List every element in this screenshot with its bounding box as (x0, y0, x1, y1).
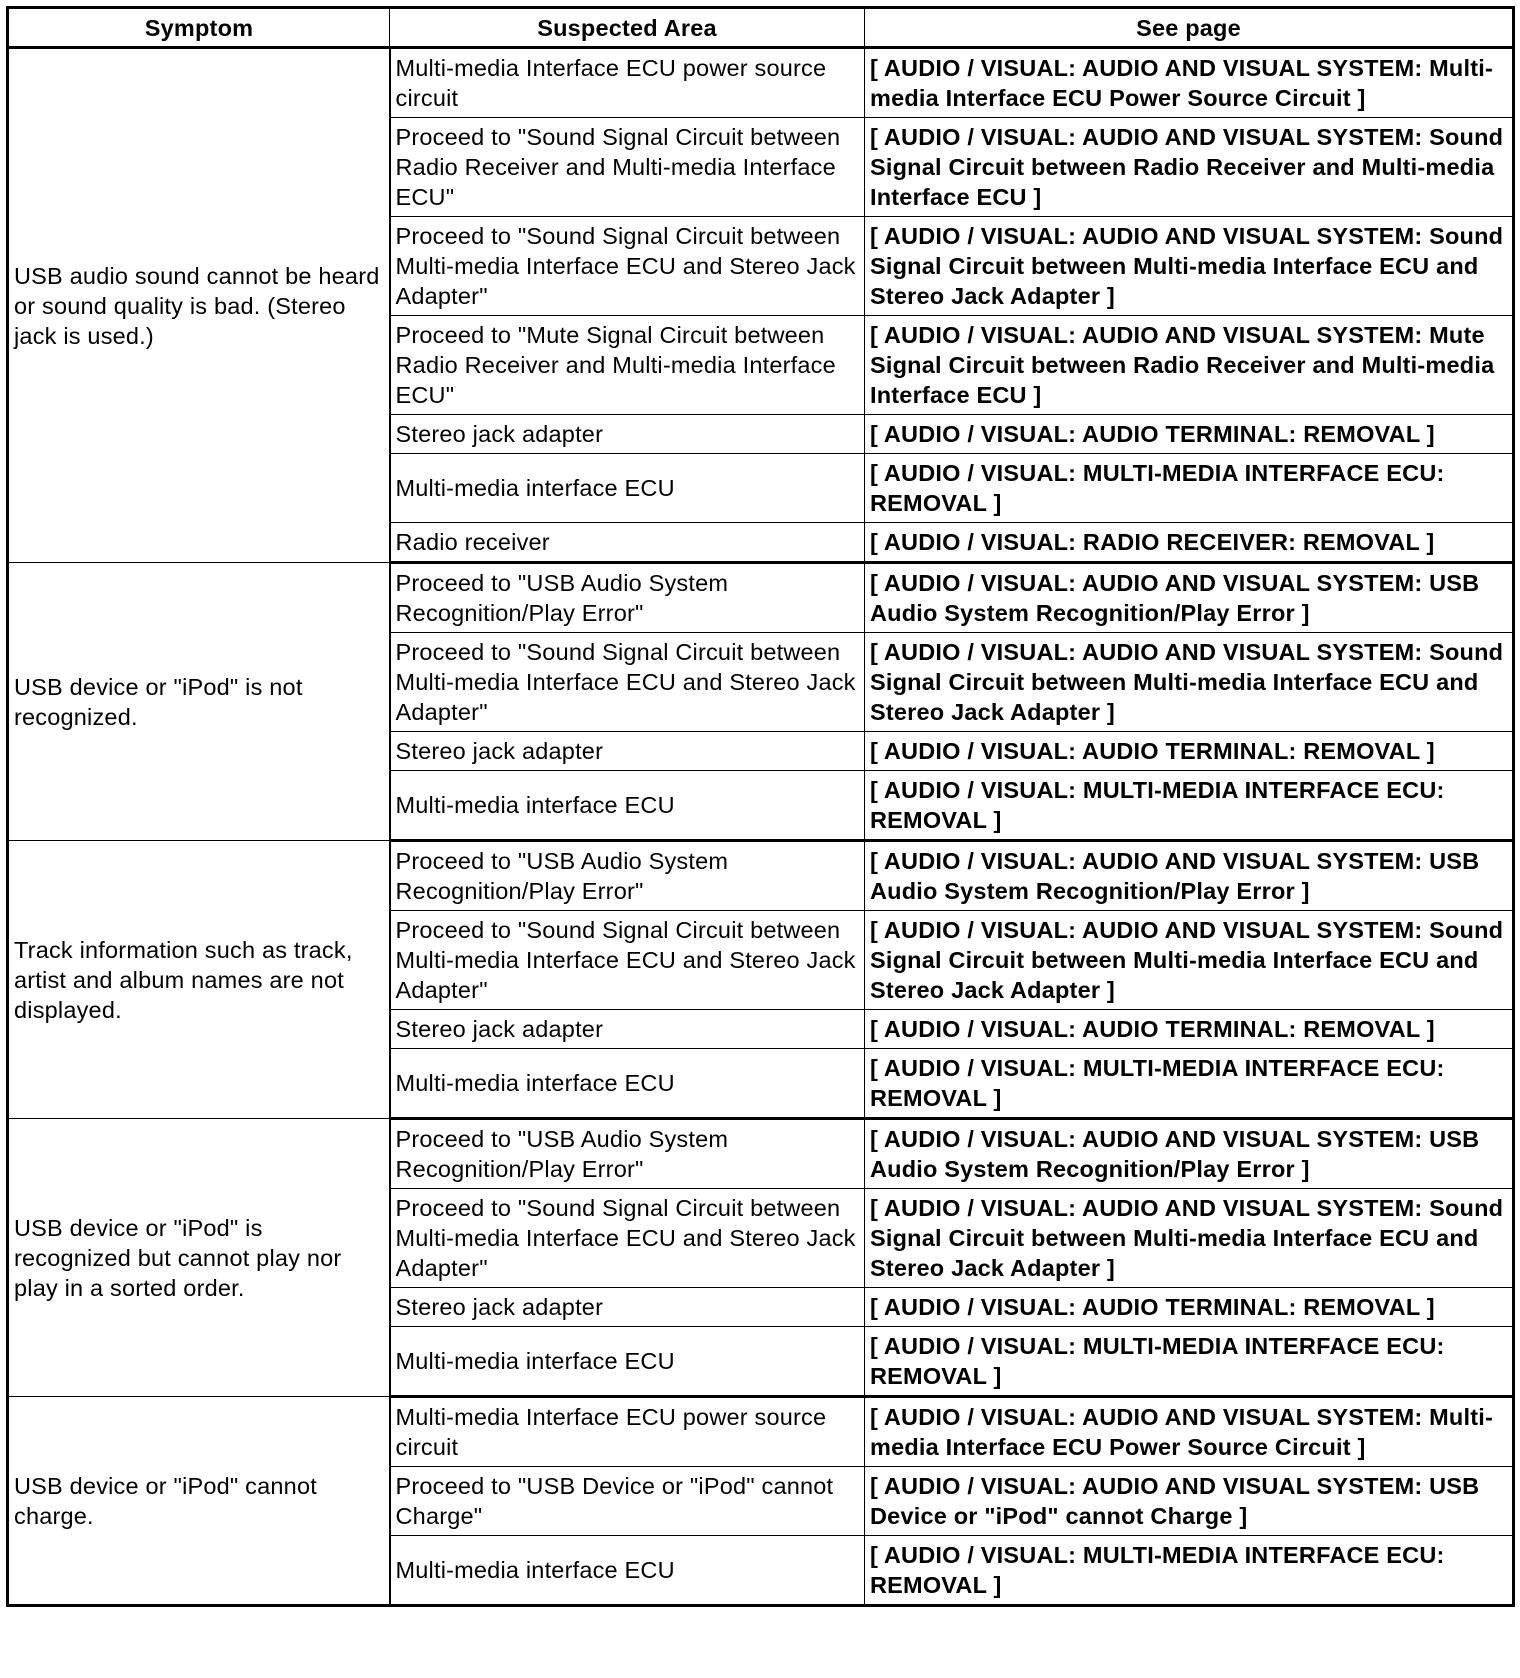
see-page-link[interactable]: [ AUDIO / VISUAL: MULTI-MEDIA INTERFACE ECU: REMOVAL ] (865, 454, 1514, 523)
table-body (8, 48, 1514, 1606)
see-page-link[interactable]: [ AUDIO / VISUAL: AUDIO AND VISUAL SYSTEM: USB Audio System Recognition/Play Error ] (865, 841, 1514, 911)
suspected-area-cell: Radio receiver (390, 523, 865, 563)
see-page-link[interactable]: [ AUDIO / VISUAL: MULTI-MEDIA INTERFACE ECU: REMOVAL ] (865, 1049, 1514, 1119)
see-page-link[interactable]: [ AUDIO / VISUAL: AUDIO AND VISUAL SYSTEM: Sound Signal Circuit between Multi-media Interface ECU and Stereo Jack Adapter ] (865, 911, 1514, 1010)
suspected-area-cell: Proceed to "USB Audio System Recognition/Play Error" (390, 563, 865, 633)
see-page-link[interactable]: [ AUDIO / VISUAL: AUDIO AND VISUAL SYSTEM: Sound Signal Circuit between Radio Receiver and Multi-media Interface ECU ] (865, 118, 1514, 217)
header-suspected-area: Suspected Area (390, 8, 865, 48)
suspected-area-cell: Multi-media interface ECU (390, 1536, 865, 1606)
suspected-area-cell: Proceed to "Mute Signal Circuit between Radio Receiver and Multi-media Interface ECU" (390, 316, 865, 415)
suspected-area-cell: Proceed to "Sound Signal Circuit between Multi-media Interface ECU and Stereo Jack Adapter" (390, 217, 865, 316)
see-page-link[interactable]: [ AUDIO / VISUAL: AUDIO TERMINAL: REMOVAL ] (865, 732, 1514, 771)
suspected-area-cell: Multi-media interface ECU (390, 1049, 865, 1119)
suspected-area-cell: Multi-media interface ECU (390, 771, 865, 841)
see-page-link[interactable]: [ AUDIO / VISUAL: AUDIO TERMINAL: REMOVAL ] (865, 1288, 1514, 1327)
header-symptom: Symptom (8, 8, 390, 48)
table-row (8, 48, 1514, 118)
see-page-link[interactable]: [ AUDIO / VISUAL: AUDIO AND VISUAL SYSTEM: Sound Signal Circuit between Multi-media Interface ECU and Stereo Jack Adapter ] (865, 633, 1514, 732)
see-page-link[interactable]: [ AUDIO / VISUAL: MULTI-MEDIA INTERFACE ECU: REMOVAL ] (865, 771, 1514, 841)
suspected-area-cell: Multi-media Interface ECU power source circuit (390, 48, 865, 118)
problem-symptoms-document (6, 6, 1512, 1607)
table-row (8, 563, 1514, 633)
suspected-area-cell: Proceed to "Sound Signal Circuit between Multi-media Interface ECU and Stereo Jack Adapter" (390, 911, 865, 1010)
see-page-link[interactable]: [ AUDIO / VISUAL: MULTI-MEDIA INTERFACE ECU: REMOVAL ] (865, 1536, 1514, 1606)
symptom-cell: USB device or "iPod" is recognized but cannot play nor play in a sorted order. (8, 1119, 390, 1397)
suspected-area-cell: Multi-media interface ECU (390, 1327, 865, 1397)
see-page-link[interactable]: [ AUDIO / VISUAL: AUDIO AND VISUAL SYSTEM: Multi-media Interface ECU Power Source Circuit ] (865, 1397, 1514, 1467)
suspected-area-cell: Multi-media interface ECU (390, 454, 865, 523)
see-page-link[interactable]: [ AUDIO / VISUAL: AUDIO TERMINAL: REMOVAL ] (865, 415, 1514, 454)
suspected-area-cell: Proceed to "USB Audio System Recognition/Play Error" (390, 841, 865, 911)
suspected-area-cell: Proceed to "Sound Signal Circuit between Multi-media Interface ECU and Stereo Jack Adapter" (390, 633, 865, 732)
see-page-link[interactable]: [ AUDIO / VISUAL: AUDIO AND VISUAL SYSTEM: Sound Signal Circuit between Multi-media Interface ECU and Stereo Jack Adapter ] (865, 217, 1514, 316)
header-see-page: See page (865, 8, 1514, 48)
see-page-link[interactable]: [ AUDIO / VISUAL: AUDIO AND VISUAL SYSTEM: USB Audio System Recognition/Play Error ] (865, 1119, 1514, 1189)
symptom-cell: USB device or "iPod" cannot charge. (8, 1397, 390, 1606)
see-page-link[interactable]: [ AUDIO / VISUAL: AUDIO AND VISUAL SYSTEM: Sound Signal Circuit between Multi-media Interface ECU and Stereo Jack Adapter ] (865, 1189, 1514, 1288)
see-page-link[interactable]: [ AUDIO / VISUAL: MULTI-MEDIA INTERFACE ECU: REMOVAL ] (865, 1327, 1514, 1397)
suspected-area-cell: Proceed to "Sound Signal Circuit between Multi-media Interface ECU and Stereo Jack Adapter" (390, 1189, 865, 1288)
suspected-area-cell: Stereo jack adapter (390, 732, 865, 771)
see-page-link[interactable]: [ AUDIO / VISUAL: AUDIO TERMINAL: REMOVAL ] (865, 1010, 1514, 1049)
table-row (8, 841, 1514, 911)
suspected-area-cell: Stereo jack adapter (390, 415, 865, 454)
symptom-cell: USB audio sound cannot be heard or sound quality is bad. (Stereo jack is used.) (8, 48, 390, 563)
suspected-area-cell: Stereo jack adapter (390, 1010, 865, 1049)
problem-symptoms-table (6, 6, 1515, 1607)
suspected-area-cell: Proceed to "USB Device or "iPod" cannot Charge" (390, 1467, 865, 1536)
table-row (8, 1119, 1514, 1189)
table-row (8, 1397, 1514, 1467)
see-page-link[interactable]: [ AUDIO / VISUAL: AUDIO AND VISUAL SYSTEM: USB Device or "iPod" cannot Charge ] (865, 1467, 1514, 1536)
suspected-area-cell: Proceed to "Sound Signal Circuit between Radio Receiver and Multi-media Interface ECU" (390, 118, 865, 217)
suspected-area-cell: Multi-media Interface ECU power source circuit (390, 1397, 865, 1467)
symptom-cell: USB device or "iPod" is not recognized. (8, 563, 390, 841)
table-header-row (8, 8, 1514, 48)
see-page-link[interactable]: [ AUDIO / VISUAL: RADIO RECEIVER: REMOVAL ] (865, 523, 1514, 563)
see-page-link[interactable]: [ AUDIO / VISUAL: AUDIO AND VISUAL SYSTEM: USB Audio System Recognition/Play Error ] (865, 563, 1514, 633)
see-page-link[interactable]: [ AUDIO / VISUAL: AUDIO AND VISUAL SYSTEM: Mute Signal Circuit between Radio Receiver and Multi-media Interface ECU ] (865, 316, 1514, 415)
see-page-link[interactable]: [ AUDIO / VISUAL: AUDIO AND VISUAL SYSTEM: Multi-media Interface ECU Power Source Circuit ] (865, 48, 1514, 118)
suspected-area-cell: Stereo jack adapter (390, 1288, 865, 1327)
symptom-cell: Track information such as track, artist and album names are not displayed. (8, 841, 390, 1119)
suspected-area-cell: Proceed to "USB Audio System Recognition/Play Error" (390, 1119, 865, 1189)
